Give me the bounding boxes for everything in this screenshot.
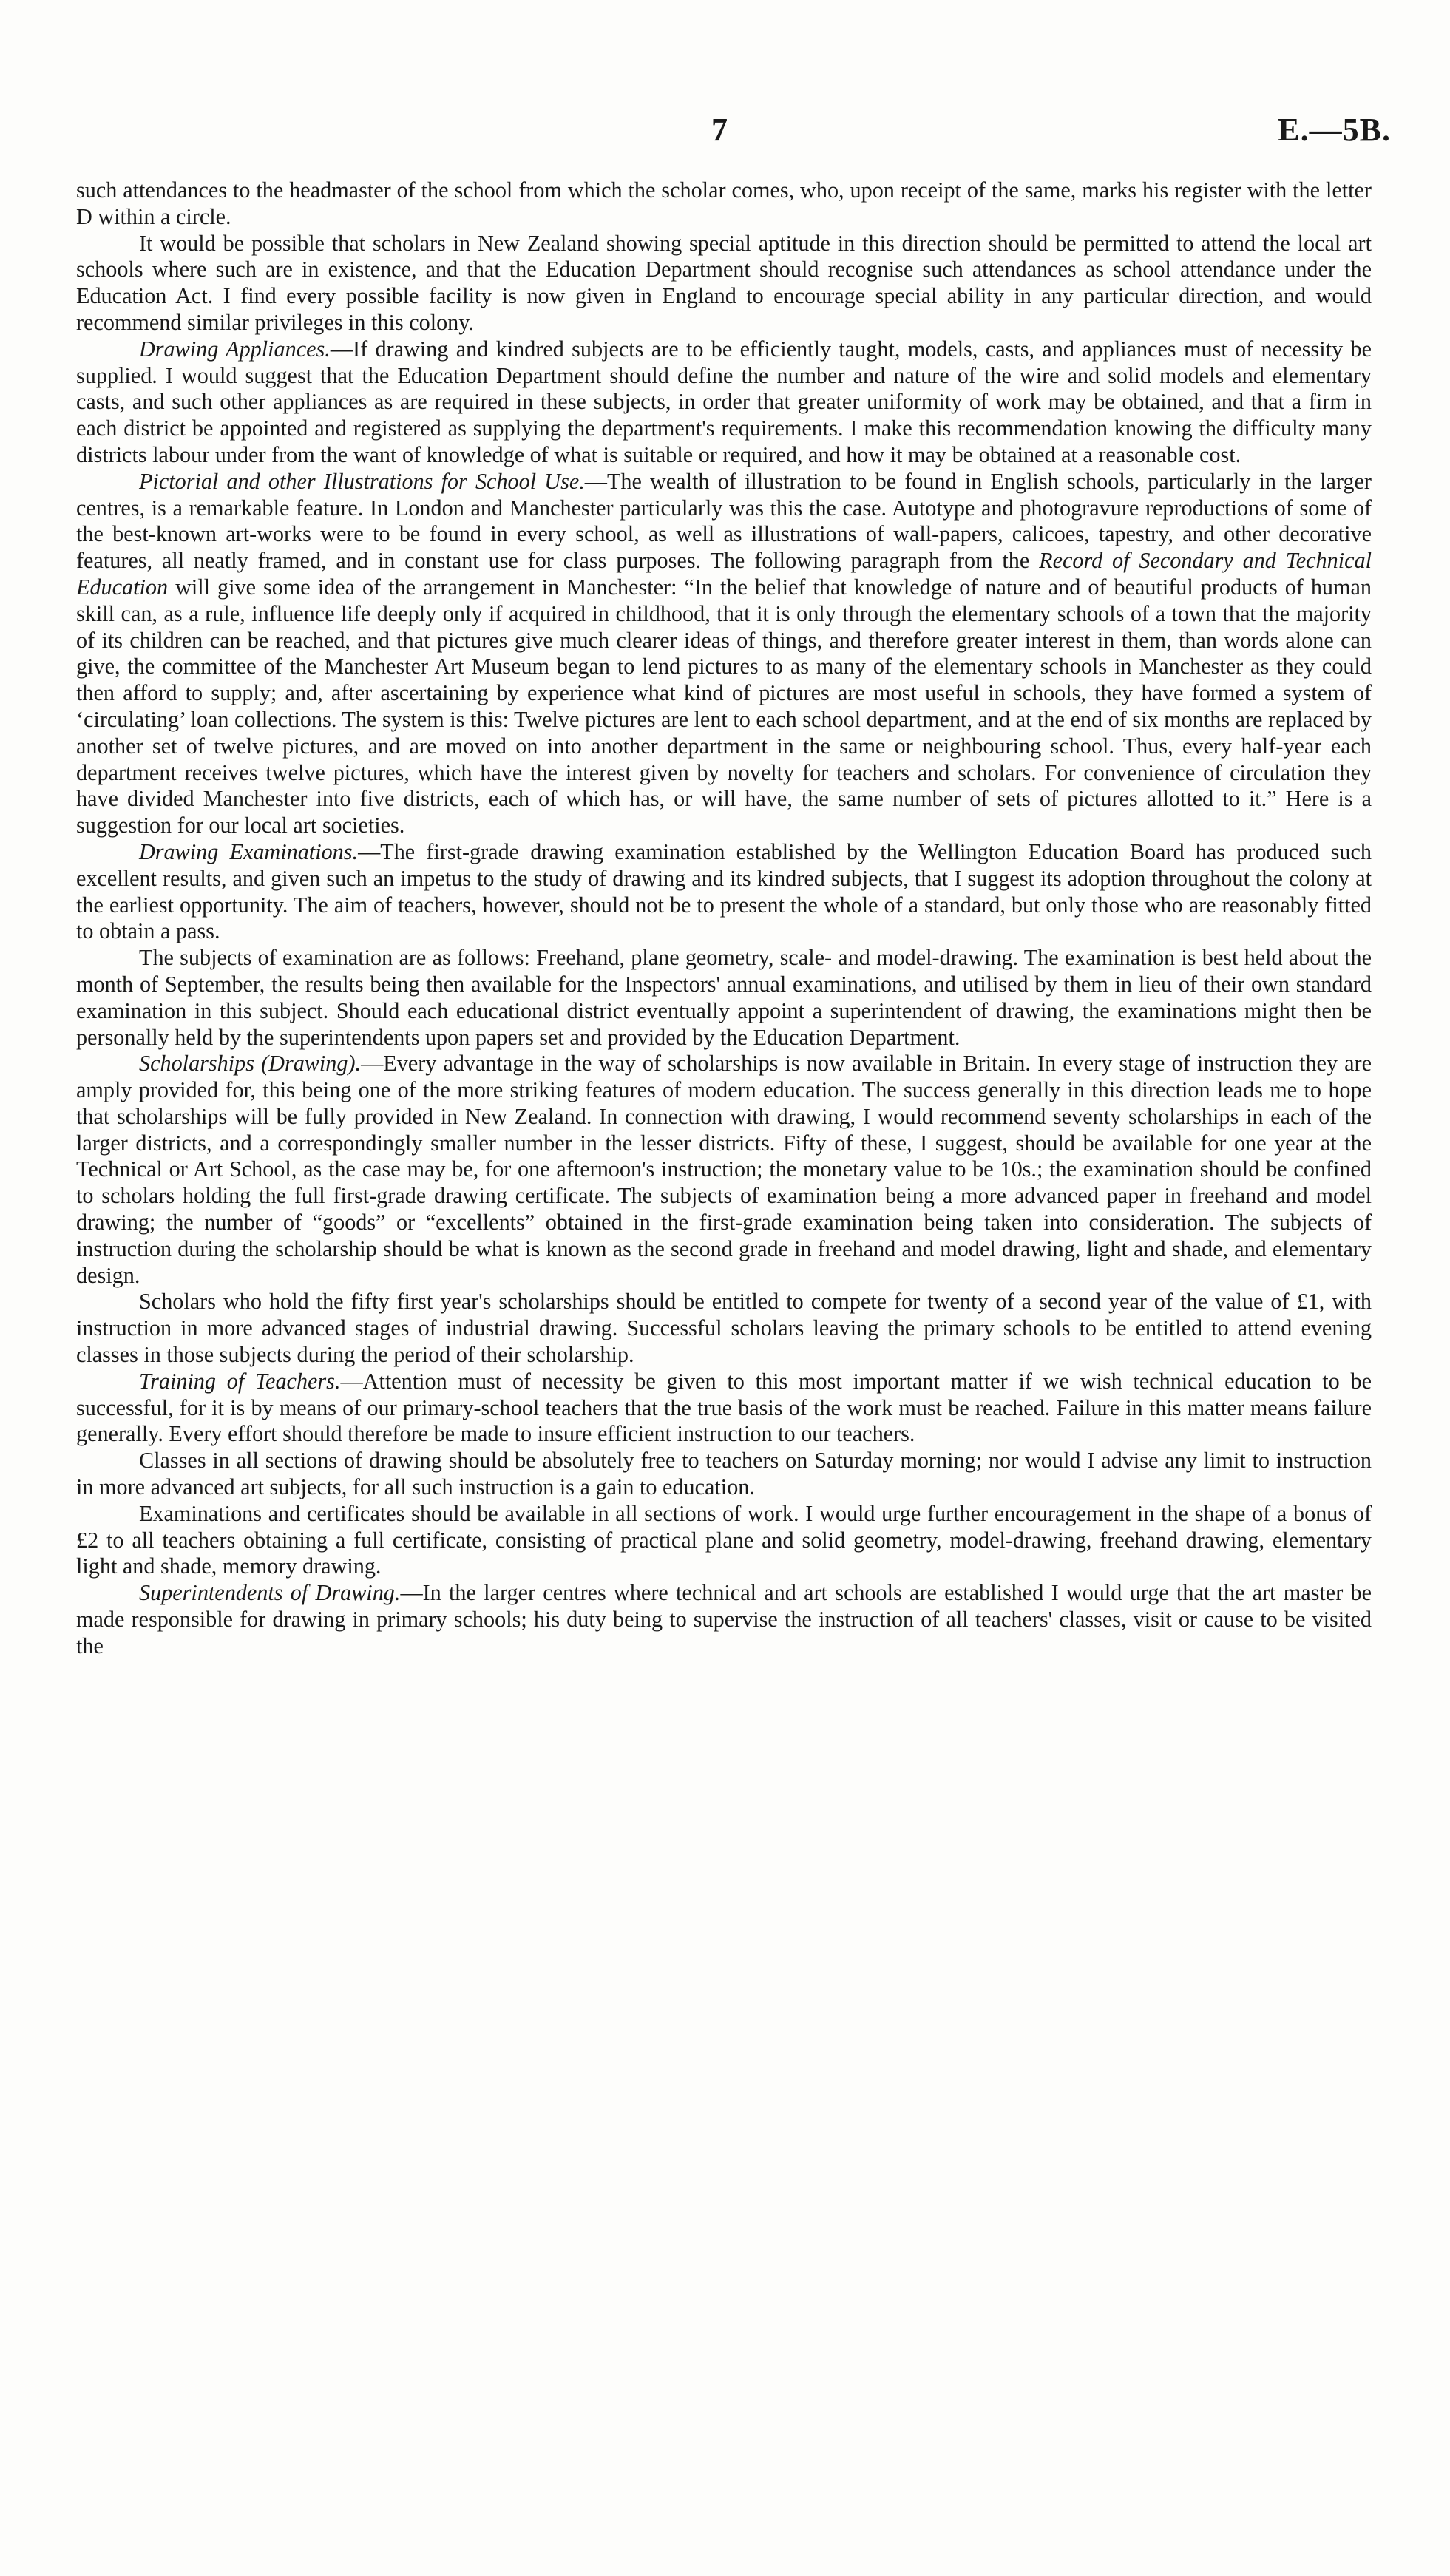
paragraph-text: Examinations and certificates should be available in all sections of work. I would urge further encouragement in the shape of a bonus of £2 to all teachers obtaining a full certificate, consisting of practical plane and solid geometry, model-drawing, freehand drawing, elementary light and shade, memory drawing. [76, 1500, 1372, 1579]
section-heading: Drawing Examinations. [139, 838, 359, 864]
paragraph-text: —The wealth of illustration to be found in English schools, particularly in the larger centres, is a remarkable feature. In London and Manchester particularly was this the case. Autotype and photogravure reproductions of some of the best-known art-works were to be found in every school, as well as illustrations of wall-papers, calicoes, tapestry, and other decorative features, all neatly framed, and in constant use for class purposes. The following paragraph from the [76, 468, 1372, 574]
paragraph-text: Classes in all sections of drawing should be absolutely free to teachers on Saturday morning; nor would I advise any limit to instruction in more advanced art subjects, for all such instruction is a gain to education. [76, 1448, 1372, 1500]
section-heading: Pictorial and other Illustrations for School Use. [139, 468, 585, 494]
paragraph [76, 177, 1372, 231]
paragraph-text: —Attention must of necessity be given to this most important matter if we wish technical education to be successful, for it is by means of our primary-school teachers that the true basis of the work must be reached. Failure in this matter means failure generally. Every effort should therefore be made to insure efficient instruction to our teachers. [76, 1368, 1372, 1447]
publication-title: Record of Secondary and Technical Education [76, 548, 1372, 600]
paragraph [76, 1051, 1372, 1289]
paragraph-text: —The first-grade drawing examination established by the Wellington Education Board has produced such excellent results, and given such an impetus to the study of drawing and its kindred subjects, that I suggest its adoption throughout the colony at the earliest opportunity. The aim of teachers, however, should not be to present the whole of a standard, but only those who are reasonably fitted to obtain a pass. [76, 838, 1372, 944]
section-heading: Scholarships (Drawing). [139, 1051, 362, 1077]
paragraph-text: will give some idea of the arrangement in Manchester: “In the belief that knowledge of nature and of beautiful products of human skill can, as a rule, influence life deeply only if acquired in childhood, that it is only through the elementary schools of a town that the majority of its children can be reached, and that pictures give much clearer ideas of things, and therefore greater interest in them, than words alone can give, the committee of the Manchester Art Museum began to lend pictures to as many of the elementary schools in Manchester as they could then afford to supply; and, after ascertaining by experience what kind of pictures are most useful in schools, they have formed a system of ‘circulating’ loan collections. The system is this: Twelve pictures are lent to each school department, and at the end of six months are replaced by another set of twelve pictures, and are moved on into another department in the same or neighbouring school. Thus, every half-year each department receives twelve pictures, which have the interest given by novelty for teachers and scholars. For convenience of circulation they have divided Manchester into five districts, each of which has, or will have, the same number of sets of pictures allotted to it.” Here is a suggestion for our local art societies. [76, 574, 1372, 838]
paragraph [76, 839, 1372, 945]
paragraph-text: —If drawing and kindred subjects are to be efficiently taught, models, casts, and appliances must of necessity be supplied. I would suggest that the Education Department should define the number and nature of the wire and solid models and elementary casts, and such other appliances as are required in these subjects, in order that greater uniformity of work may be obtained, and that a firm in each district be appointed and registered as supplying the department's requirements. I make this recommendation knowing the difficulty many districts labour under from the want of knowledge of what is suitable or required, and how it may be obtained at a reasonable cost. [76, 336, 1372, 467]
paragraph [76, 1289, 1372, 1368]
body-text [76, 177, 1372, 1660]
document-reference: E.—5B. [1278, 112, 1391, 148]
section-heading: Superintendents of Drawing. [139, 1580, 401, 1606]
paragraph-text: Scholars who hold the fifty first year's scholarships should be entitled to compete for twenty of a second year of the value of £1, with instruction in more advanced stages of industrial drawing. Successful scholars leaving the primary schools to be entitled to attend evening classes in those subjects during the period of their scholarship. [76, 1289, 1372, 1368]
paragraph-text: such attendances to the headmaster of the school from which the scholar comes, who, upon receipt of the same, marks his register with the letter D within a circle. [76, 177, 1372, 229]
paragraph [76, 1369, 1372, 1448]
paragraph [76, 1580, 1372, 1659]
section-heading: Training of Teachers. [139, 1368, 341, 1394]
page-number: 7 [711, 112, 728, 148]
page-header [0, 111, 1450, 155]
paragraph-text: —Every advantage in the way of scholarships is now available in Britain. In every stage of instruction they are amply provided for, this being one of the more striking features of modern education. The success generally in this direction leads me to hope that scholarships will be fully provided in New Zealand. In connection with drawing, I would recommend seventy scholarships in each of the larger districts, and a correspondingly smaller number in the lesser districts. Fifty of these, I suggest, should be available for one year at the Technical or Art School, as the case may be, for one afternoon's instruction; the monetary value to be 10s.; the examination should be confined to scholars holding the full first-grade drawing certificate. The subjects of examination being a more advanced paper in freehand and model drawing; the number of “goods” or “excellents” obtained in the first-grade examination being taken into consideration. The subjects of instruction during the scholarship should be what is known as the second grade in freehand and model drawing, light and shade, and elementary design. [76, 1051, 1372, 1288]
paragraph [76, 231, 1372, 336]
paragraph [76, 336, 1372, 469]
paragraph [76, 945, 1372, 1051]
paragraph [76, 1448, 1372, 1501]
paragraph-text: The subjects of examination are as follows: Freehand, plane geometry, scale- and model-drawing. The examination is best held about the month of September, the results being then available for the Inspectors' annual examinations, and utilised by them in lieu of their own standard examination in this subject. Should each educational district eventually appoint a superintendent of drawing, the examinations might then be personally held by the superintendents upon papers set and provided by the Education Department. [76, 945, 1372, 1050]
paragraph-text: It would be possible that scholars in New Zealand showing special aptitude in this direction should be permitted to attend the local art schools where such are in existence, and that the Education Department should recognise such attendances as school attendance under the Education Act. I find every possible facility is now given in England to encourage special ability in any particular direction, and would recommend similar privileges in this colony. [76, 230, 1372, 335]
paragraph [76, 469, 1372, 839]
section-heading: Drawing Appliances. [139, 336, 331, 362]
paragraph-text: —In the larger centres where technical and art schools are established I would urge that the art master be made responsible for drawing in primary schools; his duty being to supervise the instruction of all teachers' classes, visit or cause to be visited the [76, 1580, 1372, 1658]
paragraph [76, 1501, 1372, 1580]
